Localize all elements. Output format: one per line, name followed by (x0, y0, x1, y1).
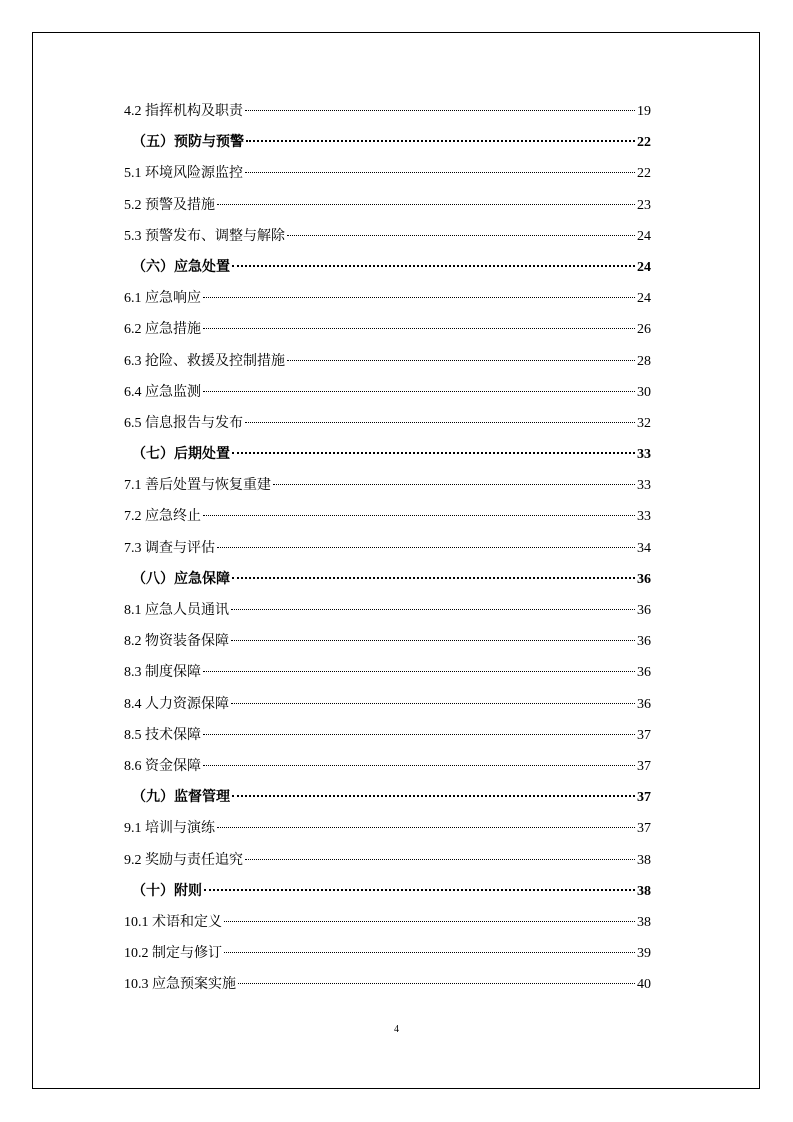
toc-leader-dots (232, 452, 635, 454)
toc-leader-dots (203, 515, 635, 516)
toc-entry[interactable] (124, 501, 651, 532)
toc-leader-dots (245, 422, 635, 423)
toc-section-heading[interactable] (124, 252, 651, 283)
toc-entry[interactable] (124, 969, 651, 1000)
toc-entry-page: 36 (637, 696, 651, 712)
toc-entry-title: 5.3 预警发布、调整与解除 (124, 228, 285, 244)
toc-entry[interactable] (124, 221, 651, 252)
toc-entry-page: 23 (637, 197, 651, 213)
toc-entry-page: 36 (637, 603, 651, 618)
toc-leader-dots (246, 140, 635, 142)
toc-entry-title: 7.2 应急终止 (124, 509, 201, 525)
toc-leader-dots (232, 795, 635, 797)
toc-entry-title: 8.6 资金保障 (124, 758, 201, 774)
toc-entry-title: 8.3 制度保障 (124, 665, 201, 681)
table-of-contents (124, 96, 651, 1000)
toc-entry-page: 40 (637, 977, 651, 993)
toc-entry[interactable] (124, 283, 651, 314)
toc-entry-title: 6.4 应急监测 (124, 384, 201, 400)
toc-entry-page: 22 (637, 135, 651, 151)
toc-leader-dots (245, 172, 635, 173)
toc-entry-page: 38 (637, 852, 651, 868)
toc-entry-title: 6.1 应急响应 (124, 291, 201, 307)
toc-entry-title: 9.1 培训与演练 (124, 821, 215, 837)
toc-section-heading[interactable] (124, 127, 651, 158)
toc-leader-dots (204, 889, 635, 891)
toc-entry-page: 37 (637, 821, 651, 837)
toc-entry[interactable] (124, 751, 651, 782)
toc-entry-page: 24 (637, 259, 651, 275)
toc-entry[interactable] (124, 190, 651, 221)
toc-entry-title: （七）后期处置 (132, 447, 230, 463)
toc-leader-dots (224, 952, 635, 953)
toc-entry[interactable] (124, 314, 651, 345)
toc-entry[interactable] (124, 845, 651, 876)
toc-entry-page: 33 (637, 509, 651, 525)
toc-leader-dots (231, 609, 635, 610)
toc-entry-title: 8.5 技术保障 (124, 727, 201, 743)
toc-leader-dots (245, 110, 635, 111)
toc-entry-title: 7.3 调查与评估 (124, 540, 215, 556)
toc-section-heading[interactable] (124, 439, 651, 470)
toc-leader-dots (245, 859, 635, 860)
toc-entry[interactable] (124, 720, 651, 751)
toc-entry[interactable] (124, 533, 651, 564)
toc-section-heading[interactable] (124, 564, 651, 595)
toc-leader-dots (231, 640, 635, 641)
toc-leader-dots (217, 204, 635, 205)
toc-entry-page: 37 (637, 727, 651, 743)
toc-entry-title: 5.2 预警及措施 (124, 197, 215, 213)
toc-leader-dots (238, 983, 635, 984)
toc-entry-page: 34 (637, 540, 651, 556)
toc-leader-dots (203, 328, 635, 329)
toc-entry[interactable] (124, 689, 651, 720)
toc-entry[interactable] (124, 158, 651, 189)
toc-leader-dots (287, 235, 635, 236)
toc-leader-dots (232, 265, 635, 267)
toc-leader-dots (217, 827, 635, 828)
toc-entry[interactable] (124, 377, 651, 408)
toc-entry-page: 37 (637, 790, 651, 806)
toc-leader-dots (232, 577, 635, 579)
toc-entry-title: 5.1 环境风险源监控 (124, 166, 243, 182)
toc-entry[interactable] (124, 626, 651, 657)
toc-entry-page: 39 (637, 946, 651, 962)
toc-leader-dots (203, 297, 635, 298)
toc-leader-dots (217, 547, 635, 548)
toc-entry-page: 36 (637, 634, 651, 650)
toc-leader-dots (203, 671, 635, 672)
toc-entry-page: 37 (637, 758, 651, 774)
toc-entry-title: 7.1 善后处置与恢复重建 (124, 478, 271, 494)
toc-entry-page: 33 (637, 478, 651, 494)
toc-entry-page: 24 (637, 228, 651, 244)
toc-entry-page: 36 (637, 665, 651, 681)
toc-entry-title: 9.2 奖励与责任追究 (124, 852, 243, 868)
toc-entry[interactable] (124, 470, 651, 501)
toc-entry-title: （六）应急处置 (132, 259, 230, 275)
toc-entry-title: 4.2 指挥机构及职责 (124, 104, 243, 119)
toc-entry-title: （九）监督管理 (132, 790, 230, 806)
toc-entry-title: 10.2 制定与修订 (124, 946, 222, 962)
toc-entry-title: 6.2 应急措施 (124, 322, 201, 338)
toc-entry-page: 19 (637, 104, 651, 119)
toc-entry-title: 6.3 抢险、救援及控制措施 (124, 353, 285, 369)
toc-section-heading[interactable] (124, 782, 651, 813)
toc-entry[interactable] (124, 657, 651, 688)
toc-entry[interactable] (124, 96, 651, 127)
toc-entry-page: 32 (637, 415, 651, 431)
toc-entry[interactable] (124, 408, 651, 439)
toc-entry-page: 28 (637, 353, 651, 369)
toc-section-heading[interactable] (124, 876, 651, 907)
toc-entry[interactable] (124, 595, 651, 626)
toc-entry-title: 8.1 应急人员通讯 (124, 603, 229, 618)
toc-entry[interactable] (124, 813, 651, 844)
toc-entry-page: 33 (637, 447, 651, 463)
toc-leader-dots (224, 921, 635, 922)
toc-entry-page: 24 (637, 291, 651, 307)
toc-entry[interactable] (124, 938, 651, 969)
toc-entry-title: （五）预防与预警 (132, 135, 244, 151)
toc-leader-dots (203, 734, 635, 735)
toc-entry-page: 26 (637, 322, 651, 338)
toc-entry-title: 8.4 人力资源保障 (124, 696, 229, 712)
toc-entry-page: 22 (637, 166, 651, 182)
toc-leader-dots (287, 360, 635, 361)
toc-entry-title: （八）应急保障 (132, 571, 230, 587)
toc-entry-title: 10.1 术语和定义 (124, 914, 222, 930)
toc-entry-title: 8.2 物资装备保障 (124, 634, 229, 650)
toc-entry[interactable] (124, 907, 651, 938)
toc-entry-page: 38 (637, 883, 651, 899)
toc-entry-title: （十）附则 (132, 883, 202, 899)
toc-entry-page: 30 (637, 384, 651, 400)
toc-entry-page: 36 (637, 571, 651, 587)
toc-entry-title: 6.5 信息报告与发布 (124, 415, 243, 431)
page-number: 4 (394, 1024, 399, 1035)
toc-entry-title: 10.3 应急预案实施 (124, 977, 236, 993)
toc-leader-dots (203, 391, 635, 392)
toc-leader-dots (203, 765, 635, 766)
toc-leader-dots (273, 484, 635, 485)
toc-entry[interactable] (124, 346, 651, 377)
toc-entry-page: 38 (637, 914, 651, 930)
toc-leader-dots (231, 703, 635, 704)
